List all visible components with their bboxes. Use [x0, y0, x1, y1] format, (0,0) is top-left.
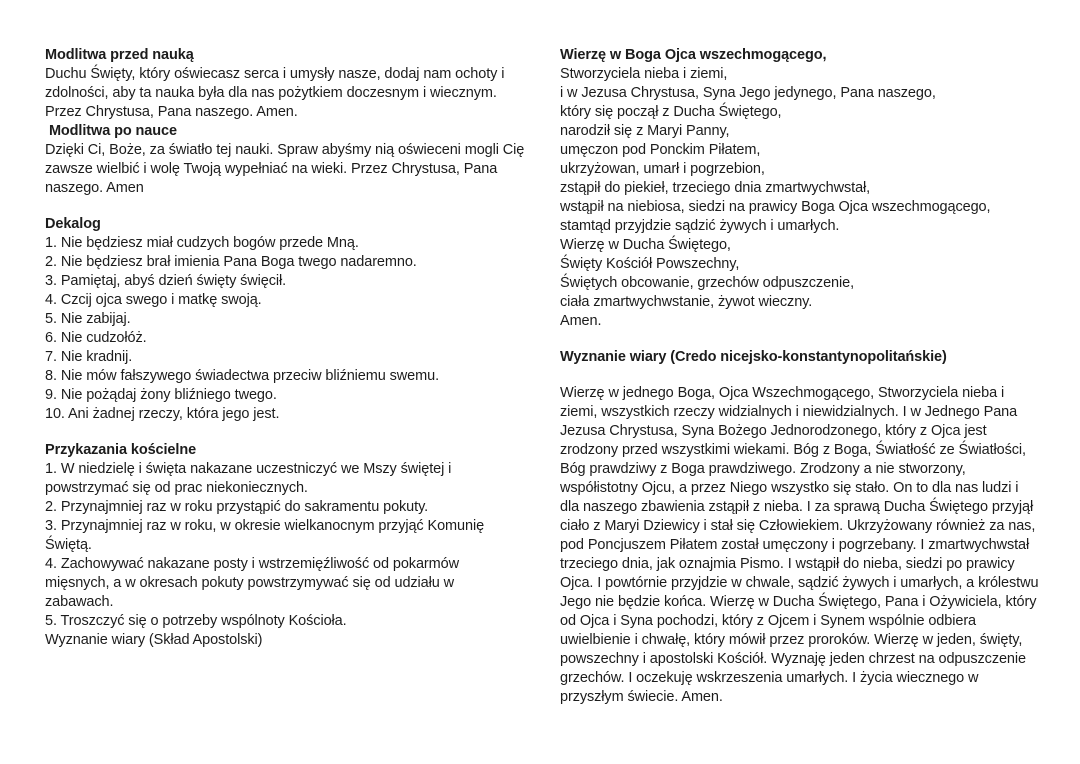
text-line: 5. Nie zabijaj.: [45, 311, 131, 327]
text-line: 1. Nie będziesz miał cudzych bogów przede Mną.: [45, 235, 359, 251]
text-line: 6. Nie cudzołóż.: [45, 330, 147, 346]
section-heading: Modlitwa po nauce: [45, 123, 177, 139]
text-line: 9. Nie pożądaj żony bliźniego twego.: [45, 387, 277, 403]
text-line: 3. Pamiętaj, abyś dzień święty święcił.: [45, 273, 287, 289]
paragraph: Duchu Święty, który oświecasz serca i umysły nasze, dodaj nam ochoty i zdolności, aby ta nauka była dla nas pożytkiem doczesnym i wiecznym. Przez Chrystusa, Pana naszego. Amen.: [45, 66, 509, 120]
text-line: Stworzyciela nieba i ziemi,: [560, 66, 728, 82]
section-heading: Wierzę w Boga Ojca wszechmogącego,: [560, 47, 827, 63]
text-line: ciała zmartwychwstanie, żywot wieczny.: [560, 294, 813, 310]
text-line: narodził się z Maryi Panny,: [560, 123, 730, 139]
paragraph: Dzięki Ci, Boże, za światło tej nauki. Spraw abyśmy nią oświeceni mogli Cię zawsze wielbić i wolę Twoją wypełniać na wieki. Przez Chrystusa, Pana naszego. Amen: [45, 142, 529, 196]
section-gap: [560, 331, 1040, 348]
text-line: i w Jezusa Chrystusa, Syna Jego jedynego, Pana naszego,: [560, 85, 936, 101]
text-line: 4. Czcij ojca swego i matkę swoją.: [45, 292, 262, 308]
section-gap: [45, 198, 525, 215]
text-line: Wierzę w Ducha Świętego,: [560, 237, 731, 253]
text-line: wstąpił na niebiosa, siedzi na prawicy Boga Ojca wszechmogącego,: [560, 199, 991, 215]
section-gap: [560, 367, 1040, 384]
paragraph: 4. Zachowywać nakazane posty i wstrzemięźliwość od pokarmów mięsnych, a w okresach pokuty powstrzymywać się od udziału w zabawach.: [45, 556, 463, 610]
paragraph: 5. Troszczyć się o potrzeby wspólnoty Kościoła.: [45, 613, 347, 629]
text-line: Święty Kościół Powszechny,: [560, 256, 740, 272]
text-line: Amen.: [560, 313, 602, 329]
section-gap: [45, 424, 525, 441]
text-line: 10. Ani żadnej rzeczy, która jego jest.: [45, 406, 280, 422]
text-line: który się począł z Ducha Świętego,: [560, 104, 782, 120]
text-line: umęczon pod Ponckim Piłatem,: [560, 142, 761, 158]
section-heading: Wyznanie wiary (Credo nicejsko-konstantynopolitańskie): [560, 349, 947, 365]
text-line: Świętych obcowanie, grzechów odpuszczenie,: [560, 275, 855, 291]
text-line: zstąpił do piekieł, trzeciego dnia zmartwychwstał,: [560, 180, 871, 196]
paragraph: Wierzę w jednego Boga, Ojca Wszechmogącego, Stworzyciela nieba i ziemi, wszystkich rzeczy widzialnych i niewidzialnych. I w Jednego Pana Jezusa Chrystusa, Syna Bożego Jednorodzonego, który z Ojca jest zrodzony przed wszystkimi wiekami. Bóg z Boga, Światłość ze Światłości, Bóg prawdziwy z Boga prawdziwego. Zrodzony a nie stworzony, współistotny Ojcu, a przez Niego wszystko się stało. On to dla nas ludzi i dla naszego zbawienia zstąpił z nieba. I za sprawą Ducha Świętego przyjął ciało z Maryi Dziewicy i stał się Człowiekiem. Ukrzyżowany również za nas, pod Poncjuszem Piłatem został umęczony i pogrzebany. I zmartwychwstał trzeciego dnia, jak oznajmia Pismo. I wstąpił do nieba, siedzi po prawicy Ojca. I powtórnie przyjdzie w chwale, sądzić żywych i umarłych, a królestwu Jego nie będzie końca. Wierzę w Ducha Świętego, Pana i Ożywiciela, który od Ojca i Syna pochodzi, który z Ojcem i Synem wspólnie odbiera uwielbienie i chwałę, który mówił przez proroków. Wierzę w jeden, święty, powszechny i apostolski Kościół. Wyznaję jeden chrzest na odpuszczenie grzechów. I oczekuję wskrzeszenia umarłych. I życia wiecznego w przyszłym świecie. Amen.: [560, 385, 1043, 705]
text-line: 2. Nie będziesz brał imienia Pana Boga twego nadaremno.: [45, 254, 417, 270]
text-line: stamtąd przyjdzie sądzić żywych i umarłych.: [560, 218, 840, 234]
text-line: 8. Nie mów fałszywego świadectwa przeciw bliźniemu swemu.: [45, 368, 439, 384]
paragraph: 3. Przynajmniej raz w roku, w okresie wielkanocnym przyjąć Komunię Świętą.: [45, 518, 488, 553]
section-heading: Modlitwa przed nauką: [45, 47, 194, 63]
text-line: 7. Nie kradnij.: [45, 349, 133, 365]
text-line: ukrzyżowan, umarł i pogrzebion,: [560, 161, 765, 177]
paragraph: 2. Przynajmniej raz w roku przystąpić do sakramentu pokuty.: [45, 499, 429, 515]
section-heading: Przykazania kościelne: [45, 442, 197, 458]
left-column: [45, 46, 529, 650]
right-column: [560, 46, 1043, 707]
section-heading: Dekalog: [45, 216, 101, 232]
text-line: Wyznanie wiary (Skład Apostolski): [45, 632, 263, 648]
paragraph: 1. W niedzielę i święta nakazane uczestniczyć we Mszy świętej i powstrzymać się od prac niekoniecznych.: [45, 461, 456, 496]
